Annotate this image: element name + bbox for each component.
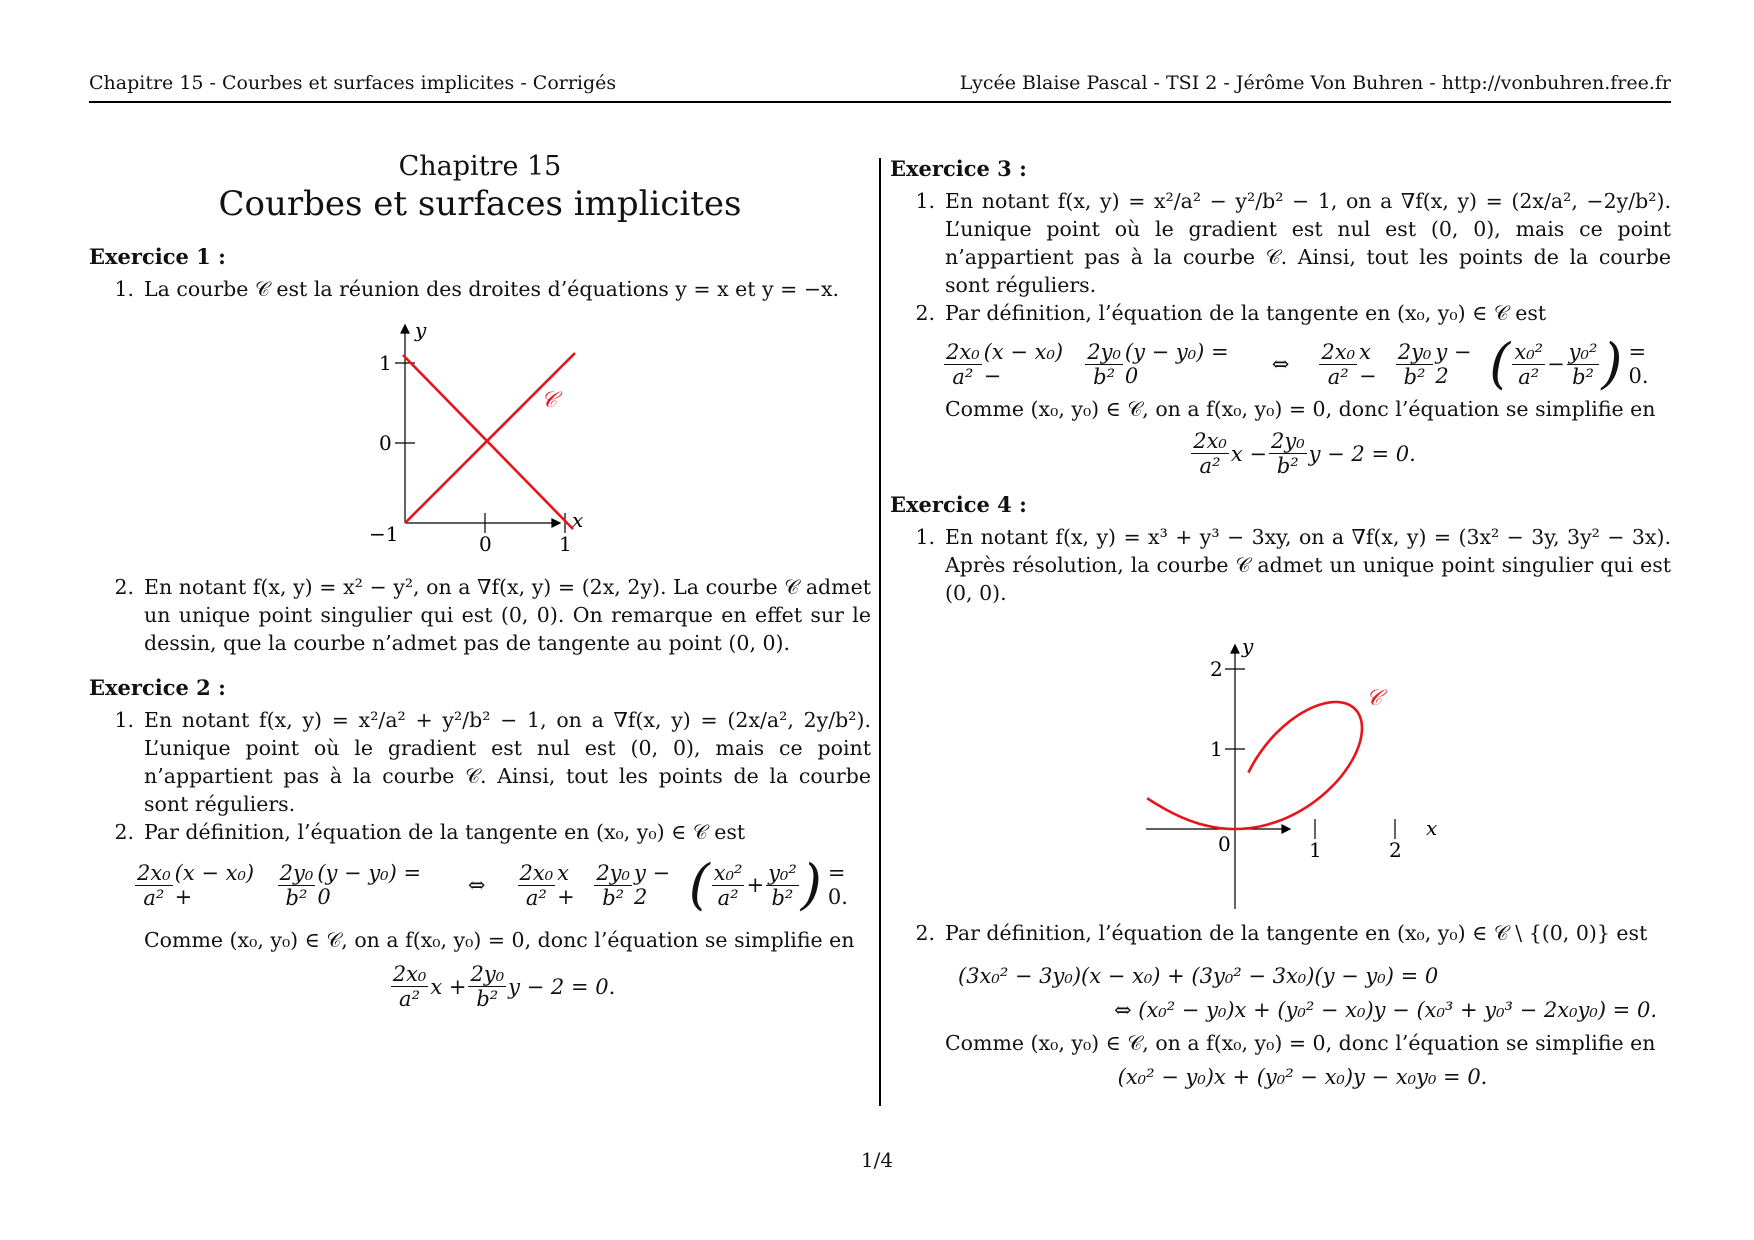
- axis-label-y: y: [415, 318, 427, 342]
- curve-line-y-eq-x: [405, 353, 575, 523]
- ex4-item-2-text: Par définition, l’équation de la tangente en (x₀, y₀) ∈ 𝒞 \ {(0, 0)} est: [945, 921, 1648, 945]
- ex2-final-equation: $\frac{\text{2x₀}}{\text{a²}}$ x + $\frac{\text{2y₀}}{\text{b²}}$ y − 2 = 0.: [392, 962, 616, 1011]
- chapter-number: Chapitre 15: [398, 151, 562, 182]
- ex2-item-2: 2. Par définition, l’équation de la tangente en (x₀, y₀) ∈ 𝒞 est: [89, 818, 871, 846]
- header-rule: [89, 101, 1671, 103]
- right-column: [890, 156, 1671, 1089]
- axis-label-x: x: [572, 508, 584, 532]
- ex4-tangent-equation: [958, 959, 1671, 1027]
- ex3-simplify-text: Comme (x₀, y₀) ∈ 𝒞, on a f(x₀, y₀) = 0, donc l’équation se simplifie en: [945, 397, 1656, 421]
- ex3-final-equation: $\frac{\text{2x₀}}{\text{a²}}$ x − $\frac{\text{2y₀}}{\text{b²}}$ y − 2 = 0.: [1193, 429, 1416, 478]
- ex1-item-1: 1. La courbe 𝒞 est la réunion des droites d’équations y = x et y = −x.: [89, 275, 871, 303]
- exercise-1-heading: Exercice 1 :: [89, 244, 226, 269]
- ex2-tangent-equation: $\frac{\text{2x₀}}{\text{a²}}$ (x − x₀) + $\frac{\text{2y₀}}{\text{b²}}$ (y − y₀) = 0 ⇔ $\frac{\text{2x₀}}{\text{a²}}$ x + $\frac{\text{2y₀}}{\text{b²}}$ y − 2 ( $\frac{\text{x₀²}}{\text{a²}}$ + $\frac{\text{y₀²}}{\text{b²}}$ ) = 0.: [137, 853, 848, 916]
- ex4-item-1: 1. En notant f(x, y) = x³ + y³ − 3xy, on a ∇f(x, y) = (3x² − 3y, 3y² − 3x). Après résolution, la courbe 𝒞 admet un unique point singulier qui est (0, 0).: [915, 525, 1671, 605]
- tick-label-ym1: −1: [369, 522, 399, 546]
- exercise-2-heading: Exercice 2 :: [89, 675, 226, 700]
- ex3-item-1-text: En notant f(x, y) = x²/a² − y²/b² − 1, on a ∇f(x, y) = (2x/a², −2y/b²). L’unique point où le gradient est nul est (0, 0), mais ce point n’appartient pas à la courbe 𝒞. Ainsi, tout les points de la courbe sont réguliers.: [945, 189, 1671, 297]
- tick-label-x1: 1: [1309, 838, 1322, 862]
- ex4-eq-line-2: ⇔ (x₀² − y₀)x + (y₀² − x₀)y − (x₀³ + y₀³ − 2x₀y₀) = 0.: [1113, 998, 1657, 1022]
- tick-label-y2: 2: [1210, 657, 1223, 681]
- ex1-item-2: 2. En notant f(x, y) = x² − y², on a ∇f(x, y) = (2x, 2y). La courbe 𝒞 admet un unique point singulier qui est (0, 0). On remarque en effet sur le dessin, que la courbe n’admet pas de tangente au point (0, 0).: [114, 575, 871, 655]
- ex4-simplify-text: Comme (x₀, y₀) ∈ 𝒞, on a f(x₀, y₀) = 0, donc l’équation se simplifie en: [945, 1031, 1656, 1055]
- x-axis-arrow: [1282, 825, 1290, 833]
- header-left: Chapitre 15 - Courbes et surfaces implicites - Corrigés: [89, 72, 617, 94]
- ex3-item-2-text: Par définition, l’équation de la tangente en (x₀, y₀) ∈ 𝒞 est: [945, 301, 1547, 325]
- ex2-item-2-text: Par définition, l’équation de la tangente en (x₀, y₀) ∈ 𝒞 est: [144, 820, 746, 844]
- exercise-4-heading: Exercice 4 :: [890, 492, 1027, 517]
- tick-label-x0: 0: [479, 532, 492, 556]
- tick-label-y1: 1: [379, 351, 392, 375]
- header-right: Lycée Blaise Pascal - TSI 2 - Jérôme Von Buhren - http://vonbuhren.free.fr: [959, 72, 1671, 94]
- column-divider: [879, 158, 881, 1106]
- curve-label: 𝒞: [541, 388, 558, 413]
- y-axis-arrow: [1231, 645, 1239, 653]
- curve-folium: [1147, 702, 1362, 829]
- tick-label-x2: 2: [1389, 838, 1402, 862]
- ex2-item-1-text: En notant f(x, y) = x²/a² + y²/b² − 1, on a ∇f(x, y) = (2x/a², 2y/b²). L’unique point où le gradient est nul est (0, 0), mais ce point n’appartient pas à la courbe 𝒞. Ainsi, tout les points de la courbe sont réguliers.: [144, 708, 871, 816]
- page-number: 1/4: [860, 1148, 894, 1172]
- ex1-item-2-text: En notant f(x, y) = x² − y², on a ∇f(x, y) = (2x, 2y). La courbe 𝒞 admet un unique point singulier qui est (0, 0). On remarque en effet sur le dessin, que la courbe n’admet pas de tangente au point (0, 0).: [144, 575, 871, 655]
- tick-label-y1: 1: [1210, 737, 1223, 761]
- ex4-eq-line-1: (3x₀² − 3y₀)(x − x₀) + (3y₀² − 3x₀)(y − y₀) = 0: [958, 964, 1439, 988]
- exercise-3-heading: Exercice 3 :: [890, 156, 1027, 181]
- tick-label-x1: 1: [559, 532, 572, 556]
- graph-lines: [89, 309, 871, 559]
- x-axis-arrow: [552, 519, 560, 527]
- left-column: [89, 150, 871, 1011]
- axis-label-x: x: [1426, 816, 1438, 840]
- ex3-tangent-equation: $\frac{\text{2x₀}}{\text{a²}}$ (x − x₀) − $\frac{\text{2y₀}}{\text{b²}}$ (y − y₀) = 0 ⇔ $\frac{\text{2x₀}}{\text{a²}}$ x − $\frac{\text{2y₀}}{\text{b²}}$ y − 2 ( $\frac{\text{x₀²}}{\text{a²}}$ − $\frac{\text{y₀²}}{\text{b²}}$ ) = 0.: [946, 332, 1649, 395]
- chapter-title: Courbes et surfaces implicites: [218, 184, 742, 224]
- curve-label: 𝒞: [1366, 686, 1383, 711]
- y-axis-arrow: [401, 325, 409, 333]
- ex4-final-equation: (x₀² − y₀)x + (y₀² − x₀)y − x₀y₀ = 0.: [1117, 1065, 1488, 1089]
- ex2-item-1: 1. En notant f(x, y) = x²/a² + y²/b² − 1, on a ∇f(x, y) = (2x/a², 2y/b²). L’unique point où le gradient est nul est (0, 0), mais ce point n’appartient pas à la courbe 𝒞. Ainsi, tout les points de la courbe sont réguliers.: [114, 708, 871, 816]
- tick-label-y0: 0: [379, 431, 392, 455]
- ex4-item-1-text: En notant f(x, y) = x³ + y³ − 3xy, on a ∇f(x, y) = (3x² − 3y, 3y² − 3x). Après résolution, la courbe 𝒞 admet un unique point singulier qui est (0, 0).: [945, 525, 1671, 605]
- axis-label-y: y: [1242, 634, 1254, 658]
- graph-folium: [890, 609, 1671, 909]
- ex1-item-1-text: La courbe 𝒞 est la réunion des droites d’équations y = x et y = −x.: [144, 277, 840, 301]
- tick-label-origin: 0: [1218, 832, 1231, 856]
- ex4-item-2: 2. Par définition, l’équation de la tangente en (x₀, y₀) ∈ 𝒞 \ {(0, 0)} est: [890, 919, 1671, 947]
- ex3-item-1: 1. En notant f(x, y) = x²/a² − y²/b² − 1, on a ∇f(x, y) = (2x/a², −2y/b²). L’unique point où le gradient est nul est (0, 0), mais ce point n’appartient pas à la courbe 𝒞. Ainsi, tout les points de la courbe sont réguliers.: [915, 189, 1671, 297]
- ex2-simplify-text: Comme (x₀, y₀) ∈ 𝒞, on a f(x₀, y₀) = 0, donc l’équation se simplifie en: [144, 928, 855, 952]
- ex3-item-2: 2. Par définition, l’équation de la tangente en (x₀, y₀) ∈ 𝒞 est: [890, 299, 1671, 327]
